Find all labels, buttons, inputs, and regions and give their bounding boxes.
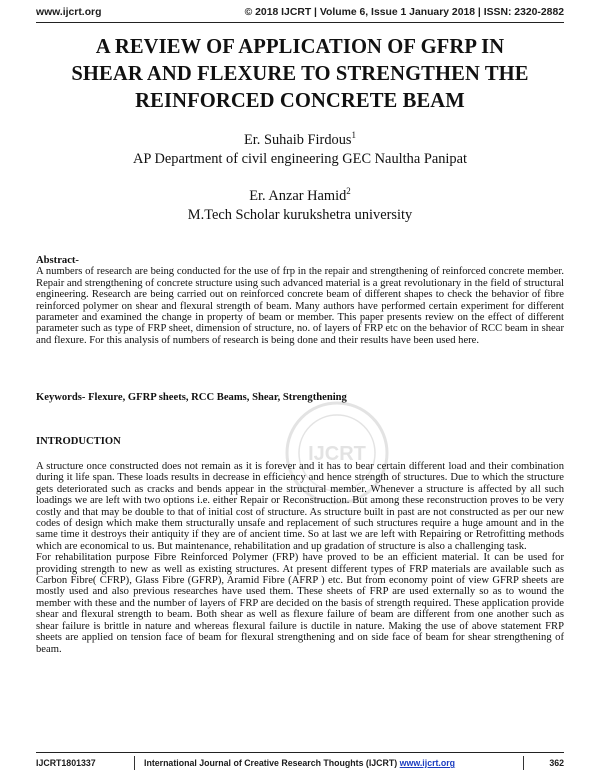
author-1 [40, 131, 560, 169]
title-line-3: REINFORCED CONCRETE BEAM [135, 90, 465, 112]
author-1-affiliation: AP Department of civil engineering GEC Naultha Panipat [133, 151, 467, 167]
footer-separator [523, 756, 524, 770]
footer-link[interactable]: www.ijcrt.org [399, 758, 456, 768]
header-website[interactable]: www.ijcrt.org [36, 7, 102, 18]
author-2 [40, 187, 560, 225]
abstract [36, 255, 564, 346]
header-rule [36, 22, 564, 23]
introduction-para-1: A structure once constructed does not remain as it is forever and it has to bear certain different load and their combination during it life span. These loads results in decrease in efficiency and hence strength of structures. Due to which the structure gets deteriorated such as cracks and bends appear in the structural member. Whenever a structure is affected by all such loadings we are left with two options i.e. either Repair or Reconstruction. But among these reconstruction proves to be very costly and that may be double to that of initial cost of structure. As structure built in past are not constructed as per our new codes of design which make them structurally unsafe and replacement of such structures require a huge amount and in the same time it destroys their antiquity if they are of ancient time. So at last we are left with Repairing or Retrofitting methods which are economical to us. But maintenance, rehabilitation and up gradation of structure is also a challenging task. [36, 461, 564, 552]
author-2-sup: 2 [346, 186, 351, 196]
paper-title [40, 34, 560, 115]
footer-separator [134, 756, 135, 770]
introduction-para-2: For rehabilitation purpose Fibre Reinforced Polymer (FRP) have proved to be an efficient material. It can be used for providing strength to new as well as existing structures. At present different types of FRP materials are available such as Carbon Fibre( CFRP), Glass Fibre (GFRP), Aramid Fibre (AFRP ) etc. But from economy point of view GFRP sheets are mostly used and also previous researches have used them. These sheets of FRP are used externally so as to wound the member with these and the number of layers of FRP are decided on the basis of strength required. These application provide shear and flexural strength to beam. Both shear as well as flexure failure of beam are different from one another such as shear failure is brittle in nature and whereas flexural failure is ductile in nature. Making the use of above statement FRP sheets are applied on tension face of beam for flexural strengthening and on side face of beam for shear strengthening of beam. [36, 552, 564, 655]
page-footer [36, 758, 564, 770]
footer-journal-name: International Journal of Creative Research Thoughts (IJCRT) [144, 758, 398, 768]
introduction-heading: INTRODUCTION [36, 436, 121, 447]
footer-paper-id: IJCRT1801337 [36, 758, 96, 768]
page-header [36, 7, 564, 23]
author-2-name: Er. Anzar Hamid [249, 188, 347, 204]
title-line-2: SHEAR AND FLEXURE TO STRENGTHEN THE [71, 63, 529, 85]
author-1-name: Er. Suhaib Firdous [243, 132, 352, 148]
title-line-1: A REVIEW OF APPLICATION OF GFRP IN [95, 36, 505, 58]
header-citation: © 2018 IJCRT | Volume 6, Issue 1 January 2018 | ISSN: 2320-2882 [244, 7, 564, 18]
watermark-text: IJCRT [308, 443, 366, 465]
abstract-heading: Abstract- [36, 255, 79, 266]
author-1-sup: 1 [351, 130, 357, 140]
abstract-text: A numbers of research are being conducted for the use of frp in the repair and strengthening of reinforced concrete member. Repair and strengthening of concrete structure using such advanced material is a great revolutionary in the field of structural engineering. Research are being carried out on reinforced concrete beam of different shapes to check the behavior of fibre reinforced polymer on shear and flexural strength of beam. Many authors have performed certain experiment for different parameter and examined the change in property of beam or member. This paper presents review on the effect of different parameter such as type of FRP sheet, dimension of structure, no. of layers of FRP etc on the behavior of RCC beam in shear and flexure. For this analysis of numbers of research is being done and their results have been used here. [36, 266, 564, 346]
keywords: Keywords- Flexure, GFRP sheets, RCC Beams, Shear, Strengthening [36, 392, 347, 403]
introduction-body [36, 461, 564, 655]
author-2-affiliation: M.Tech Scholar kurukshetra university [187, 207, 413, 223]
footer-journal [144, 758, 455, 768]
footer-page-number: 362 [549, 758, 564, 768]
footer-rule [36, 752, 564, 753]
